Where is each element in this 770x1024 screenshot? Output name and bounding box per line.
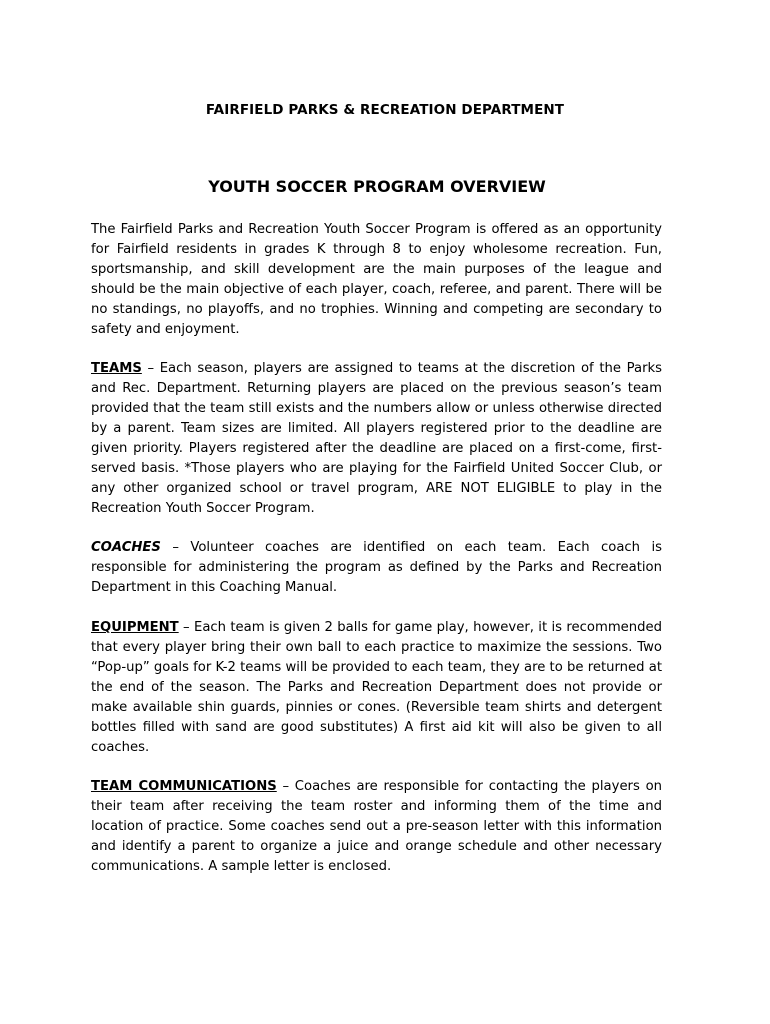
department-heading: FAIRFIELD PARKS & RECREATION DEPARTMENT (205, 102, 565, 118)
coaches-paragraph (91, 538, 662, 598)
teams-text: – Each season, players are assigned to teams at the discretion of the Parks and Rec. Department. Returning players are placed on the previous season’s team provided that the team still exists and the numbers allow or unless otherwise directed by a parent. Team sizes are limited. All players registered prior to the deadline are given priority. Players registered after the deadline are placed on a first-come, first-served basis. *Those players who are playing for the Fairfield United Soccer Club, or any other organized school or travel program, ARE NOT ELIGIBLE to play in the Recreation Youth Soccer Program. (91, 361, 662, 516)
intro-paragraph: The Fairfield Parks and Recreation Youth Soccer Program is offered as an opportunity for Fairfield residents in grades K through 8 to enjoy wholesome recreation. Fun, sportsmanship, and skill development are the main purposes of the league and should be the main objective of each player, coach, referee, and parent. There will be no standings, no playoffs, and no trophies. Winning and competing are secondary to safety and enjoyment. (91, 222, 662, 337)
teams-paragraph (91, 359, 662, 518)
equipment-paragraph (91, 618, 662, 757)
coaches-text: – Volunteer coaches are identified on each team. Each coach is responsible for administering the program as defined by the Parks and Recreation Department in this Coaching Manual. (91, 540, 662, 596)
page-title: YOUTH SOCCER PROGRAM OVERVIEW (208, 177, 546, 196)
communications-heading: TEAM COMMUNICATIONS (91, 779, 277, 795)
coaches-heading: COACHES (91, 540, 161, 556)
communications-text: – Coaches are responsible for contacting the players on their team after receiving the team roster and informing them of the time and location of practice. Some coaches send out a pre-season letter with this information and identify a parent to organize a juice and orange schedule and other necessary communications. A sample letter is enclosed. (91, 779, 662, 874)
communications-paragraph (91, 777, 662, 877)
teams-heading: TEAMS (91, 361, 142, 377)
equipment-text: – Each team is given 2 balls for game play, however, it is recommended that every player bring their own ball to each practice to maximize the sessions. Two “Pop-up” goals for K-2 teams will be provided to each team, they are to be returned at the end of the season. The Parks and Recreation Department does not provide or make available shin guards, pinnies or cones. (Reversible team shirts and detergent bottles filled with sand are good substitutes) A first aid kit will also be given to all coaches. (91, 620, 662, 755)
equipment-heading: EQUIPMENT (91, 620, 179, 636)
document-body (91, 220, 662, 897)
